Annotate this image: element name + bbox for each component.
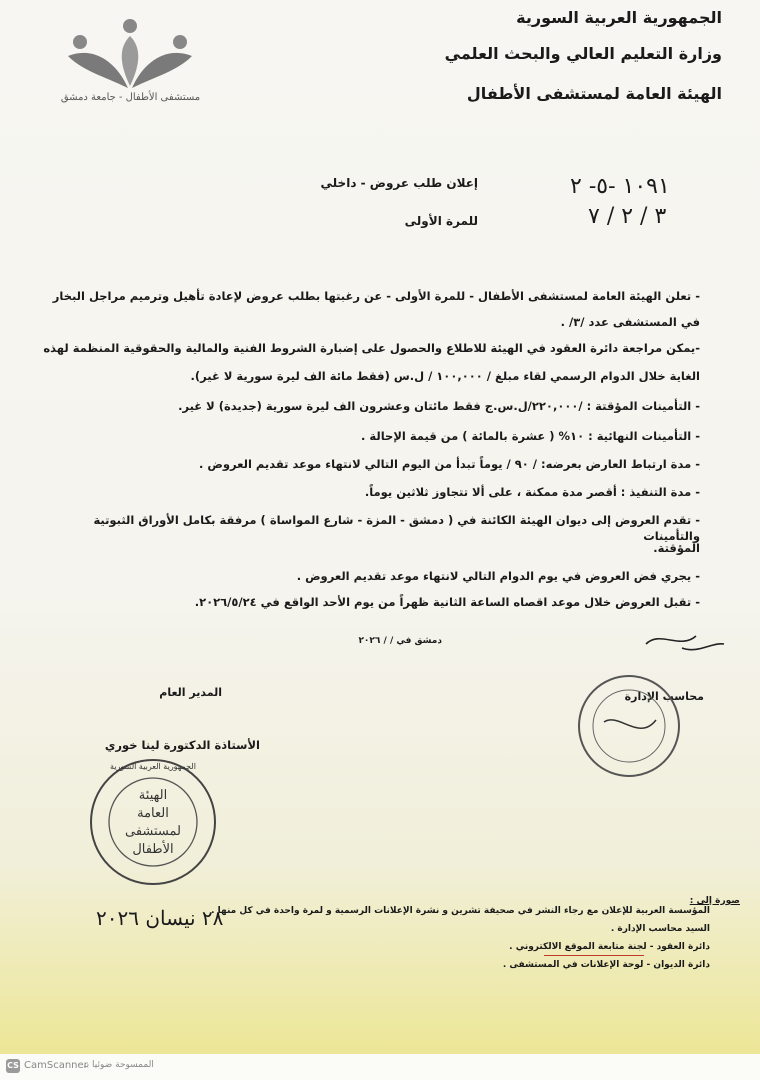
body-paragraph-4: - التأمينات النهائية : ١٠% ( عشرة بالمائة ) من قيمة الإحالة . bbox=[361, 429, 700, 443]
stamp-line-2: العامة bbox=[137, 806, 169, 821]
body-paragraph-2a: -يمكن مراجعة دائرة العقود في الهيئة للاطلاع والحصول على إضبارة الشروط الفنية والمالية والحقوقية المنظمة لهذه bbox=[43, 341, 700, 355]
body-paragraph-3: - التأمينات المؤقتة : /٢٢٠,٠٠٠/ل.س.ج فقط مائتان وعشرون الف ليرة سورية (جديدة) لا غير. bbox=[178, 399, 700, 413]
place-date: دمشق في / / ٢٠٢٦ bbox=[358, 636, 442, 646]
distribution-heading: صورة إلى : bbox=[689, 896, 740, 906]
header-country: الجمهورية العربية السورية bbox=[516, 8, 722, 27]
logo-caption: مستشفى الأطفال - جامعة دمشق bbox=[60, 92, 201, 103]
distribution-item-1: المؤسسة العربية للإعلان مع رجاء النشر في صحيفة تشرين و نشرة الإعلانات الرسمية و لمرة واحدة في كل منها . bbox=[211, 906, 710, 916]
body-paragraph-2b: الغاية خلال الدوام الرسمي لقاء مبلغ / ١٠٠,٠٠٠ / ل.س (فقط مائة الف ليرة سورية لا غير). bbox=[190, 369, 700, 383]
footer-app-name: CamScanner bbox=[24, 1060, 88, 1071]
body-paragraph-9: - تقبل العروض خلال موعد اقصاه الساعة الثانية ظهراً من يوم الأحد الواقع في ٢٠٢٦/٥/٢٤. bbox=[194, 595, 700, 609]
header-authority: الهيئة العامة لمستشفى الأطفال bbox=[466, 84, 722, 103]
accountant-signature bbox=[640, 620, 730, 660]
stamp-line-4: الأطفال bbox=[132, 842, 174, 857]
footer-text: الممسوحة ضوئيا بـ bbox=[84, 1060, 154, 1070]
distribution-underline bbox=[544, 955, 644, 956]
general-manager-title: المدير العام bbox=[159, 686, 222, 699]
body-paragraph-8: - يجري فض العروض في يوم الدوام التالي لانتهاء موعد تقديم العروض . bbox=[296, 569, 700, 583]
stamp-line-1: الهيئة bbox=[138, 788, 168, 803]
stamp-line-3: لمستشفى bbox=[124, 824, 181, 839]
handwritten-date: ٢٨ نيسان ٢٠٢٦ bbox=[96, 906, 224, 930]
stamp-ring-text: الجمهورية العربية السورية bbox=[110, 762, 196, 771]
body-paragraph-5: - مدة ارتباط العارض بعرضه: / ٩٠ / يوماً تبدأ من اليوم التالي لانتهاء موعد تقديم العروض . bbox=[198, 457, 700, 471]
announcement-title: إعلان طلب عروض - داخلي bbox=[320, 176, 478, 190]
scanner-footer bbox=[0, 1054, 760, 1080]
announcement-subtitle: للمرة الأولى bbox=[404, 214, 478, 228]
camscanner-icon: CS bbox=[6, 1059, 20, 1073]
official-stamp bbox=[88, 756, 218, 888]
reference-number: ١٠٩١ -٥- ٢ bbox=[570, 174, 670, 199]
hospital-logo bbox=[58, 16, 203, 116]
accountant-label: محاسب الإدارة bbox=[624, 690, 704, 703]
body-paragraph-7b: المؤقتة. bbox=[653, 541, 700, 555]
header-ministry: وزارة التعليم العالي والبحث العلمي bbox=[444, 44, 722, 63]
body-paragraph-6: - مدة التنفيذ : أقصر مدة ممكنة ، على ألا تتجاوز ثلاثين يوماً. bbox=[364, 485, 700, 499]
distribution-item-2: السيد محاسب الإدارة . bbox=[610, 924, 710, 934]
body-paragraph-1b: في المستشفى عدد /٣/ . bbox=[560, 315, 700, 329]
reference-date: ٣ / ٢ / ٧ bbox=[588, 204, 667, 229]
body-paragraph-1a: - تعلن الهيئة العامة لمستشفى الأطفال - للمرة الأولى - عن رغبتها بطلب عروض لإعادة تأهيل وترميم مراجل البخار bbox=[52, 289, 700, 303]
general-manager-name: الأستاذة الدكتورة لينا خوري bbox=[104, 738, 260, 752]
distribution-item-3: دائرة العقود - لجنة متابعة الموقع الالكتروني . bbox=[509, 942, 710, 952]
accountant-stamp bbox=[574, 672, 684, 780]
body-paragraph-7a: - تقدم العروض إلى ديوان الهيئة الكائنة في ( دمشق - المزة - شارع المواساة ) مرفقة بكامل الأوراق الثبوتية والتأمينات bbox=[93, 513, 700, 543]
distribution-item-4: دائرة الديوان - لوحة الإعلانات في المستشفى . bbox=[502, 960, 710, 970]
